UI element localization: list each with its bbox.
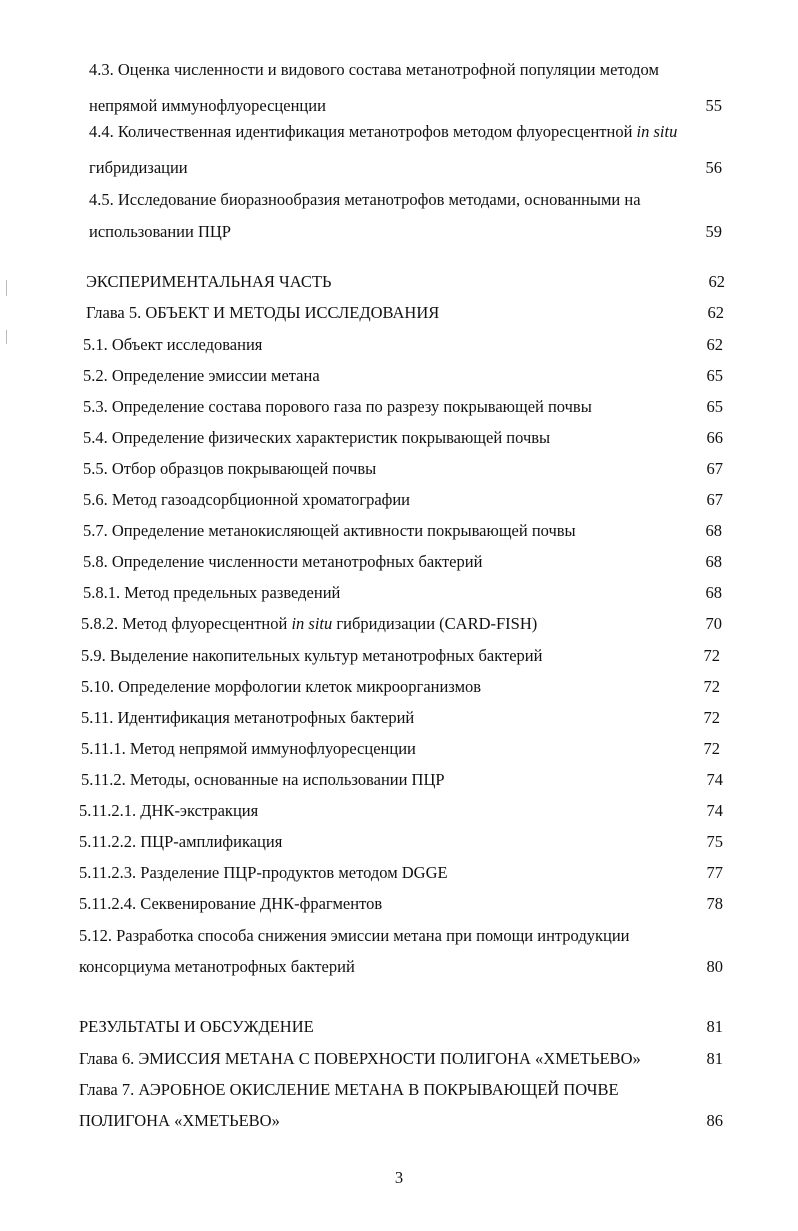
toc-entry: [79, 863, 448, 883]
toc-entry: [81, 770, 445, 790]
toc-entry: [89, 222, 231, 242]
toc-entry: [79, 1017, 314, 1037]
toc-entry-page: 72: [703, 646, 720, 665]
toc-entry-page: 75: [706, 832, 723, 851]
toc-entry-page: 68: [705, 521, 722, 540]
toc-entry-title: 5.4. Определение физических характеристик покрывающей почвы: [83, 428, 551, 447]
toc-entry: [79, 894, 382, 914]
toc-entry: [83, 490, 410, 510]
toc-entry-title: 5.11.2.2. ПЦР-амплификация: [79, 832, 283, 851]
toc-entry: [81, 646, 542, 666]
toc-entry-page: 78: [706, 894, 723, 913]
toc-entry-page: 55: [705, 96, 722, 115]
toc-entry: [89, 190, 641, 210]
toc-entry-title: ЭКСПЕРИМЕНТАЛЬНАЯ ЧАСТЬ: [86, 272, 332, 291]
toc-entry-title: Глава 6. ЭМИССИЯ МЕТАНА С ПОВЕРХНОСТИ ПОЛИГОНА «ХМЕТЬЕВО»: [79, 1049, 641, 1068]
toc-entry-title: 5.11.2.1. ДНК-экстракция: [79, 801, 259, 820]
toc-entry-title: Глава 7. АЭРОБНОЕ ОКИСЛЕНИЕ МЕТАНА В ПОКРЫВАЮЩЕЙ ПОЧВЕ: [79, 1080, 619, 1099]
toc-entry-page: 62: [707, 303, 724, 322]
toc-entry-title: 5.8.1. Метод предельных разведений: [83, 583, 341, 602]
toc-entry: [83, 366, 320, 386]
toc-entry: [83, 459, 376, 479]
toc-entry: [83, 335, 262, 355]
toc-entry-page: 68: [705, 583, 722, 602]
toc-entry-page: 59: [705, 222, 722, 241]
toc-entry-title: РЕЗУЛЬТАТЫ И ОБСУЖДЕНИЕ: [79, 1017, 314, 1036]
toc-entry-title: 5.9. Выделение накопительных культур метанотрофных бактерий: [81, 646, 543, 665]
toc-entry-page: 70: [705, 614, 722, 633]
toc-entry-title: 5.6. Метод газоадсорбционной хроматографии: [83, 490, 411, 509]
toc-entry: [81, 739, 416, 759]
toc-entry-italic: in situ: [291, 614, 333, 633]
toc-entry-title: 5.10. Определение морфологии клеток микроорганизмов: [81, 677, 482, 696]
toc-entry-page: 67: [706, 490, 723, 509]
page-number: 3: [394, 1168, 404, 1187]
toc-entry-title: использовании ПЦР: [89, 222, 231, 241]
toc-entry: [79, 957, 355, 977]
toc-entry-title: ПОЛИГОНА «ХМЕТЬЕВО»: [79, 1111, 280, 1130]
toc-entry: [83, 428, 550, 448]
toc-entry-title: Глава 5. ОБЪЕКТ И МЕТОДЫ ИССЛЕДОВАНИЯ: [86, 303, 440, 322]
toc-entry-page: 67: [706, 459, 723, 478]
toc-entry-page: 62: [708, 272, 725, 291]
toc-entry: [83, 397, 592, 417]
toc-entry-title: 5.5. Отбор образцов покрывающей почвы: [83, 459, 377, 478]
toc-entry-title: 4.3. Оценка численности и видового состава метанотрофной популяции методом: [89, 60, 659, 79]
toc-entry: [79, 1080, 619, 1100]
toc-entry-page: 81: [706, 1049, 723, 1068]
toc-entry-title: 5.11.2.4. Секвенирование ДНК-фрагментов: [79, 894, 383, 913]
toc-entry: [83, 521, 576, 541]
toc-entry: [89, 60, 659, 80]
toc-entry: [86, 303, 439, 323]
toc-entry-title: непрямой иммунофлуоресценции: [89, 96, 326, 115]
toc-entry: [89, 122, 677, 142]
toc-entry-italic: in situ: [636, 122, 678, 141]
toc-entry: [81, 677, 481, 697]
toc-entry-page: 56: [705, 158, 722, 177]
toc-entry-page: 74: [706, 770, 723, 789]
toc-entry: [81, 614, 537, 634]
toc-entry: [89, 96, 326, 116]
toc-entry-page: 74: [706, 801, 723, 820]
toc-entry-page: 81: [706, 1017, 723, 1036]
toc-entry-title: консорциума метанотрофных бактерий: [79, 957, 355, 976]
toc-entry-page: 65: [706, 397, 723, 416]
toc-entry-page: 72: [703, 677, 720, 696]
toc-entry: [83, 583, 340, 603]
toc-entry-title: 5.1. Объект исследования: [83, 335, 263, 354]
toc-entry: [79, 926, 630, 946]
toc-entry-page: 72: [703, 739, 720, 758]
toc-entry-title: 5.11.2. Методы, основанные на использовании ПЦР: [81, 770, 445, 789]
toc-entry-title: 5.11.2.3. Разделение ПЦР-продуктов методом DGGE: [79, 863, 448, 882]
toc-entry-page: 65: [706, 366, 723, 385]
toc-entry-page: 86: [706, 1111, 723, 1130]
toc-entry: [79, 1049, 641, 1069]
toc-entry: [86, 272, 331, 292]
toc-entry: [79, 832, 282, 852]
toc-entry-title: 5.7. Определение метанокисляющей активности покрывающей почвы: [83, 521, 576, 540]
toc-entry-title: гибридизации: [89, 158, 188, 177]
toc-entry-title: 5.3. Определение состава порового газа по разрезу покрывающей почвы: [83, 397, 592, 416]
toc-entry: [89, 158, 188, 178]
scan-mark: [6, 330, 7, 344]
toc-entry-title: 5.12. Разработка способа снижения эмиссии метана при помощи интродукции: [79, 926, 630, 945]
toc-entry: [83, 552, 482, 572]
toc-entry-page: 72: [703, 708, 720, 727]
toc-entry-title: 5.2. Определение эмиссии метана: [83, 366, 320, 385]
toc-entry: [79, 801, 258, 821]
toc-entry-title: 5.8.2. Метод флуоресцентной: [81, 614, 292, 633]
toc-entry-title-rest: гибридизации (CARD-FISH): [332, 614, 538, 633]
toc-entry-page: 66: [706, 428, 723, 447]
toc-entry-page: 80: [706, 957, 723, 976]
toc-entry-title: 5.11. Идентификация метанотрофных бактерий: [81, 708, 415, 727]
toc-entry: [81, 708, 414, 728]
scan-mark: [6, 280, 7, 296]
toc-entry-title: 4.4. Количественная идентификация метанотрофов методом флуоресцентной: [89, 122, 637, 141]
toc-entry-title: 5.11.1. Метод непрямой иммунофлуоресценции: [81, 739, 416, 758]
toc-entry-title: 4.5. Исследование биоразнообразия метанотрофов методами, основанными на: [89, 190, 641, 209]
toc-entry-title: 5.8. Определение численности метанотрофных бактерий: [83, 552, 483, 571]
toc-entry: [79, 1111, 280, 1131]
toc-entry-page: 68: [705, 552, 722, 571]
toc-entry-page: 62: [706, 335, 723, 354]
toc-entry-page: 77: [706, 863, 723, 882]
